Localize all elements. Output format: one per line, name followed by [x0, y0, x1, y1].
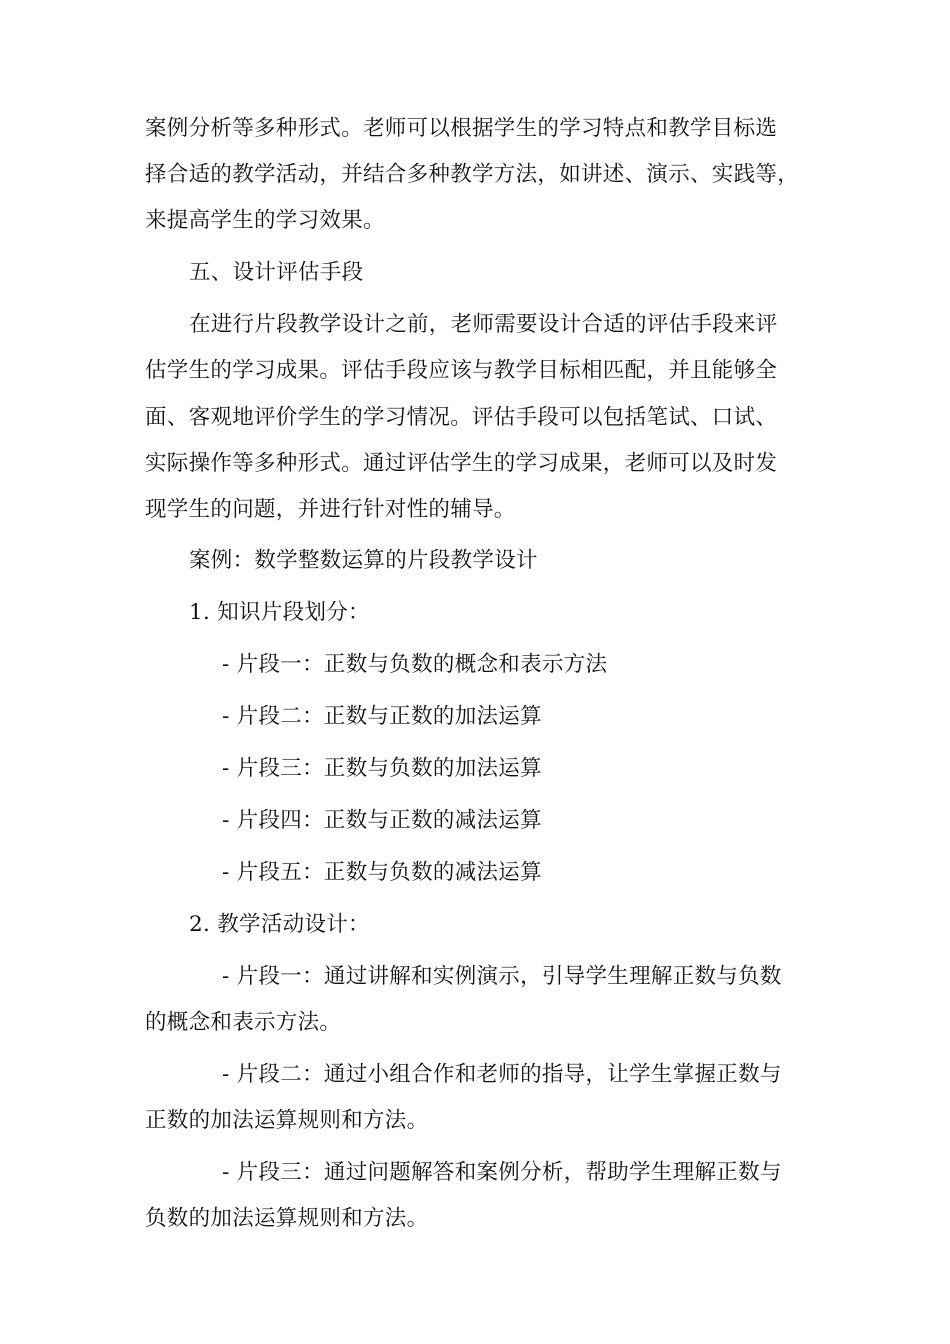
- list-item: - 片段一：正数与负数的概念和表示方法: [222, 652, 608, 677]
- case-heading: 案例：数学整数运算的片段教学设计: [189, 548, 538, 573]
- text-line: - 片段二：通过小组合作和老师的指导，让学生掌握正数与: [222, 1062, 782, 1087]
- text-line: - 片段三：通过问题解答和案例分析，帮助学生理解正数与: [222, 1160, 782, 1185]
- section-heading: 五、设计评估手段: [189, 260, 364, 285]
- text-line: 估学生的学习成果。评估手段应该与教学目标相匹配，并且能够全: [145, 358, 778, 383]
- text-line: 现学生的问题，并进行针对性的辅导。: [145, 497, 516, 522]
- text-line: 负数的加法运算规则和方法。: [145, 1206, 429, 1231]
- text-line: 择合适的教学活动，并结合多种教学方法，如讲述、演示、实践等，: [145, 162, 800, 187]
- list-item: - 片段五：正数与负数的减法运算: [222, 860, 542, 885]
- list-item: - 片段二：正数与正数的加法运算: [222, 704, 542, 729]
- list-item: - 片段三：正数与负数的加法运算: [222, 756, 542, 781]
- list-item: - 片段四：正数与正数的减法运算: [222, 808, 542, 833]
- text-line: 面、客观地评价学生的学习情况。评估手段可以包括笔试、口试、: [145, 405, 778, 430]
- list-heading: 2. 教学活动设计：: [189, 912, 370, 937]
- text-line: 实际操作等多种形式。通过评估学生的学习成果，老师可以及时发: [145, 451, 778, 476]
- text-line: 来提高学生的学习效果。: [145, 208, 385, 233]
- text-line: 案例分析等多种形式。老师可以根据学生的学习特点和教学目标选: [145, 116, 778, 141]
- text-line: 的概念和表示方法。: [145, 1010, 342, 1035]
- text-line: - 片段一：通过讲解和实例演示，引导学生理解正数与负数: [222, 964, 782, 989]
- text-line: 在进行片段教学设计之前，老师需要设计合适的评估手段来评: [189, 312, 778, 337]
- text-line: 正数的加法运算规则和方法。: [145, 1108, 429, 1133]
- list-heading: 1. 知识片段划分：: [189, 600, 370, 625]
